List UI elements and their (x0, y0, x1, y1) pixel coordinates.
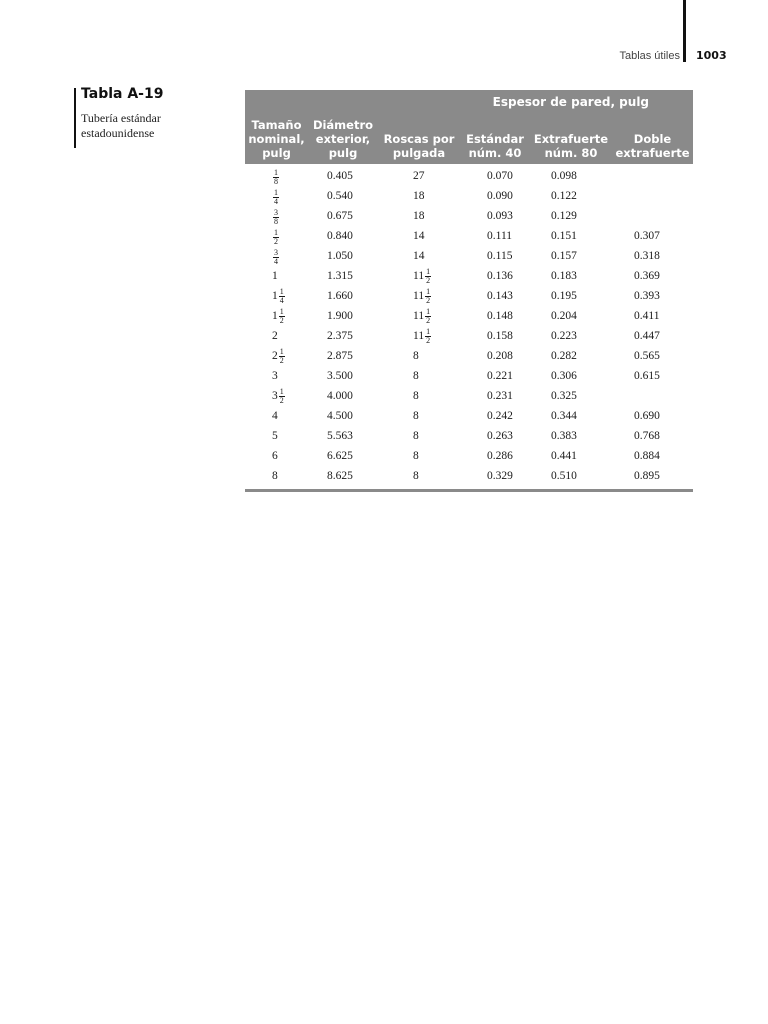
cell-extra-strong-80: 0.344 (551, 410, 577, 422)
column-header-row (245, 114, 693, 164)
table-caption: Tubería estándar estadounidense (81, 111, 161, 140)
col-header-double-extra-strong (612, 114, 693, 164)
cell-extra-strong-80: 0.151 (551, 230, 577, 242)
cell-nominal-size: 6 (272, 450, 278, 462)
fraction-value: 2 $\frac{1}{2}$ (272, 346, 284, 365)
cell-standard-40: 0.148 (487, 310, 513, 322)
cell-threads: 14 (413, 250, 425, 262)
cell-extra-strong-80: 0.383 (551, 430, 577, 442)
cell-threads: 14 (413, 230, 425, 242)
cell-threads (378, 306, 460, 326)
header-line: pulg (328, 146, 358, 160)
cell-extra-strong-80: 0.510 (551, 470, 577, 482)
cell-nominal-size (245, 286, 308, 306)
cell-standard-40: 0.111 (487, 230, 513, 242)
cell-outside-diameter: 4.000 (327, 390, 353, 402)
header-line: Doble (633, 132, 672, 146)
cell-extra-strong-80: 0.282 (551, 350, 577, 362)
fraction-value: 11 $\frac{1}{2}$ (413, 326, 431, 345)
fraction-value: 1 $\frac{1}{2}$ (272, 306, 284, 325)
data-table (245, 90, 693, 486)
cell-nominal-size: 3 (272, 370, 278, 382)
header-line: Diámetro (312, 118, 374, 132)
fraction-value: $\frac{1}{4}$ (274, 188, 278, 206)
table-row (245, 366, 693, 386)
cell-threads: 18 (413, 210, 425, 222)
header-line: pulgada (392, 146, 446, 160)
cell-outside-diameter: 2.375 (327, 330, 353, 342)
cell-standard-40: 0.143 (487, 290, 513, 302)
header-line: pulg (262, 146, 291, 160)
cell-nominal-size: 2 (272, 330, 278, 342)
table-row (245, 386, 693, 406)
pipe-table (245, 90, 693, 492)
cell-extra-strong-80: 0.204 (551, 310, 577, 322)
cell-extra-strong-80: 0.195 (551, 290, 577, 302)
bottom-rule (245, 489, 693, 492)
cell-standard-40: 0.242 (487, 410, 513, 422)
table-row (245, 164, 693, 186)
cell-extra-strong-80: 0.098 (551, 170, 577, 182)
col-header-outside-diameter (308, 114, 378, 164)
fraction-value: 11 $\frac{1}{2}$ (413, 286, 431, 305)
cell-nominal-size (245, 186, 308, 206)
cell-outside-diameter: 1.660 (327, 290, 353, 302)
cell-double-extra-strong: 0.307 (634, 230, 660, 242)
table-row (245, 246, 693, 266)
cell-extra-strong-80: 0.129 (551, 210, 577, 222)
cell-standard-40: 0.231 (487, 390, 513, 402)
cell-double-extra-strong (612, 186, 693, 206)
cell-double-extra-strong: 0.690 (634, 410, 660, 422)
fraction-value: $\frac{1}{2}$ (274, 228, 278, 246)
cell-outside-diameter: 1.315 (327, 270, 353, 282)
cell-double-extra-strong (612, 164, 693, 186)
cell-outside-diameter: 1.050 (327, 250, 353, 262)
table-row (245, 306, 693, 326)
table-row (245, 326, 693, 346)
cell-threads (378, 326, 460, 346)
caption-bar (74, 88, 76, 148)
cell-nominal-size: 8 (272, 470, 278, 482)
top-rule (683, 0, 686, 62)
cell-nominal-size: 4 (272, 410, 278, 422)
header-line: Estándar (466, 132, 524, 146)
cell-double-extra-strong (612, 386, 693, 406)
col-header-extra-strong-80 (530, 114, 612, 164)
cell-standard-40: 0.263 (487, 430, 513, 442)
fraction-value: $\frac{3}{4}$ (274, 248, 278, 266)
cell-standard-40: 0.090 (487, 190, 513, 202)
header-line: Roscas por (383, 132, 455, 146)
cell-nominal-size: 5 (272, 430, 278, 442)
cell-nominal-size (245, 306, 308, 326)
cell-nominal-size (245, 164, 308, 186)
cell-double-extra-strong: 0.768 (634, 430, 660, 442)
cell-outside-diameter: 8.625 (327, 470, 353, 482)
cell-outside-diameter: 4.500 (327, 410, 353, 422)
cell-standard-40: 0.070 (487, 170, 513, 182)
table-label: Tabla A-19 (81, 86, 164, 102)
cell-extra-strong-80: 0.183 (551, 270, 577, 282)
header-line: extrafuerte (615, 146, 690, 160)
wall-thickness-header: Espesor de pared, pulg (245, 90, 693, 114)
cell-standard-40: 0.286 (487, 450, 513, 462)
table-row (245, 206, 693, 226)
col-header-threads-per-inch (378, 114, 460, 164)
cell-double-extra-strong: 0.393 (634, 290, 660, 302)
fraction-value: $\frac{3}{8}$ (274, 208, 278, 226)
cell-double-extra-strong: 0.565 (634, 350, 660, 362)
cell-double-extra-strong: 0.411 (634, 310, 660, 322)
cell-extra-strong-80: 0.157 (551, 250, 577, 262)
cell-threads: 8 (413, 410, 419, 422)
cell-threads: 8 (413, 450, 419, 462)
cell-standard-40: 0.221 (487, 370, 513, 382)
cell-double-extra-strong: 0.369 (634, 270, 660, 282)
cell-threads: 8 (413, 430, 419, 442)
cell-extra-strong-80: 0.441 (551, 450, 577, 462)
group-header-row (245, 90, 693, 114)
cell-double-extra-strong: 0.615 (634, 370, 660, 382)
cell-nominal-size (245, 346, 308, 366)
table-row (245, 286, 693, 306)
cell-double-extra-strong: 0.884 (634, 450, 660, 462)
cell-threads: 8 (413, 370, 419, 382)
cell-outside-diameter: 0.540 (327, 190, 353, 202)
cell-standard-40: 0.093 (487, 210, 513, 222)
fraction-value: 1 $\frac{1}{4}$ (272, 286, 284, 305)
cell-outside-diameter: 3.500 (327, 370, 353, 382)
cell-outside-diameter: 2.875 (327, 350, 353, 362)
cell-nominal-size (245, 246, 308, 266)
fraction-value: 11 $\frac{1}{2}$ (413, 306, 431, 325)
running-head: Tablas útiles (619, 50, 680, 62)
cell-double-extra-strong: 0.447 (634, 330, 660, 342)
cell-standard-40: 0.115 (487, 250, 513, 262)
cell-extra-strong-80: 0.223 (551, 330, 577, 342)
cell-outside-diameter: 0.840 (327, 230, 353, 242)
cell-standard-40: 0.208 (487, 350, 513, 362)
cell-nominal-size (245, 386, 308, 406)
cell-standard-40: 0.329 (487, 470, 513, 482)
cell-extra-strong-80: 0.325 (551, 390, 577, 402)
cell-standard-40: 0.158 (487, 330, 513, 342)
header-line: nominal, (248, 132, 305, 146)
cell-extra-strong-80: 0.122 (551, 190, 577, 202)
cell-nominal-size (245, 206, 308, 226)
cell-nominal-size: 1 (272, 270, 278, 282)
fraction-value: 11 $\frac{1}{2}$ (413, 266, 431, 285)
cell-threads: 27 (413, 170, 425, 182)
cell-outside-diameter: 0.675 (327, 210, 353, 222)
cell-threads: 8 (413, 390, 419, 402)
col-header-standard-40 (460, 114, 530, 164)
cell-threads (378, 266, 460, 286)
cell-outside-diameter: 5.563 (327, 430, 353, 442)
cell-threads: 18 (413, 190, 425, 202)
cell-outside-diameter: 0.405 (327, 170, 353, 182)
table-row (245, 346, 693, 366)
table-row (245, 466, 693, 486)
cell-threads: 8 (413, 350, 419, 362)
cell-outside-diameter: 1.900 (327, 310, 353, 322)
cell-standard-40: 0.136 (487, 270, 513, 282)
header-line: núm. 80 (544, 146, 598, 160)
cell-double-extra-strong (612, 206, 693, 226)
cell-threads (378, 286, 460, 306)
cell-double-extra-strong: 0.895 (634, 470, 660, 482)
col-header-nominal-size (245, 114, 308, 164)
cell-extra-strong-80: 0.306 (551, 370, 577, 382)
table-body (245, 164, 693, 486)
table-row (245, 406, 693, 426)
table-row (245, 266, 693, 286)
cell-double-extra-strong: 0.318 (634, 250, 660, 262)
table-row (245, 186, 693, 206)
header-line: exterior, (315, 132, 371, 146)
header-line: Tamaño (251, 118, 302, 132)
table-row (245, 426, 693, 446)
header-line: núm. 40 (468, 146, 522, 160)
fraction-value: $\frac{1}{8}$ (274, 168, 278, 186)
table-row (245, 226, 693, 246)
header-line: Extrafuerte (533, 132, 609, 146)
fraction-value: 3 $\frac{1}{2}$ (272, 386, 284, 405)
cell-nominal-size (245, 226, 308, 246)
cell-outside-diameter: 6.625 (327, 450, 353, 462)
page-number: 1003 (696, 49, 727, 62)
cell-threads: 8 (413, 470, 419, 482)
table-row (245, 446, 693, 466)
